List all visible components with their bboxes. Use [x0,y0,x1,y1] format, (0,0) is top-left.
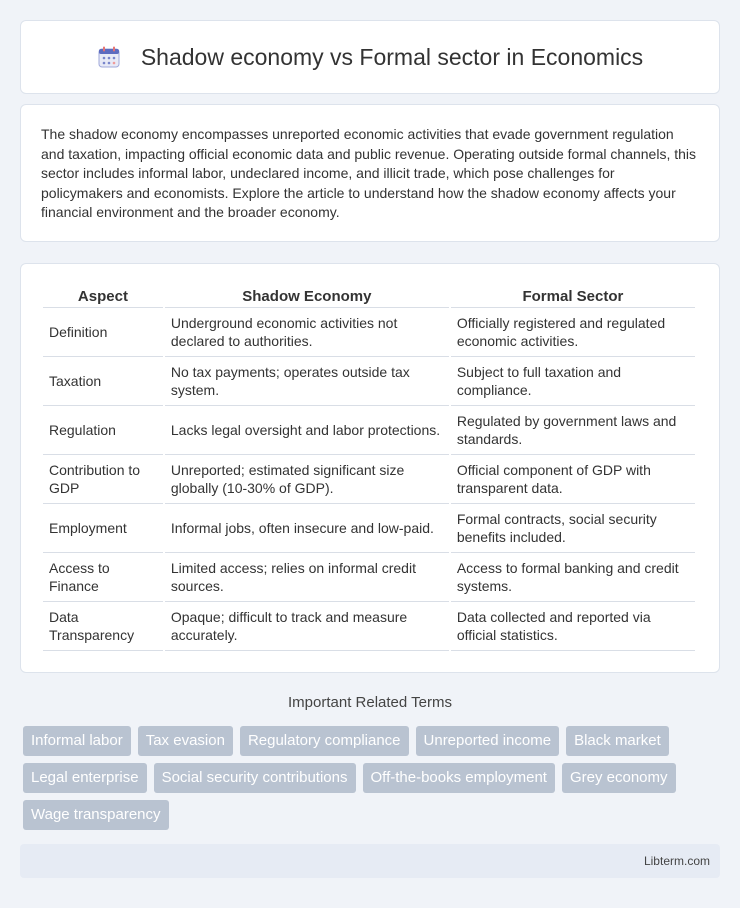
table-row [43,602,695,651]
formal-cell: Official component of GDP with transparent data. [451,455,695,504]
tag-unreported-income[interactable]: Unreported income [416,726,560,756]
header-card [20,20,720,94]
header-shadow-economy: Shadow Economy [165,284,449,308]
footer-site-link[interactable]: Libterm.com [643,854,710,868]
formal-cell: Data collected and reported via official statistics. [451,602,695,651]
shadow-cell: Limited access; relies on informal credit sources. [165,553,449,602]
aspect-cell: Data Transparency [43,602,163,651]
tag-regulatory-compliance[interactable]: Regulatory compliance [240,726,409,756]
table-row [43,406,695,455]
shadow-cell: Informal jobs, often insecure and low-paid. [165,504,449,553]
formal-cell: Formal contracts, social security benefits included. [451,504,695,553]
tag-tax-evasion[interactable]: Tax evasion [138,726,233,756]
tag-social-security-contributions[interactable]: Social security contributions [154,763,356,793]
table-row [43,455,695,504]
header-aspect: Aspect [43,284,163,308]
aspect-cell: Taxation [43,357,163,406]
table-row [43,504,695,553]
formal-cell: Subject to full taxation and compliance. [451,357,695,406]
shadow-cell: Underground economic activities not declared to authorities. [165,308,449,357]
tag-off-the-books-employment[interactable]: Off-the-books employment [363,763,555,793]
intro-card [20,104,720,242]
tag-legal-enterprise[interactable]: Legal enterprise [23,763,147,793]
table-row [43,308,695,357]
formal-cell: Regulated by government laws and standards. [451,406,695,455]
calendar-icon [97,45,121,69]
related-terms-title: Important Related Terms [288,694,452,711]
aspect-cell: Access to Finance [43,553,163,602]
aspect-cell: Definition [43,308,163,357]
tag-grey-economy[interactable]: Grey economy [562,763,676,793]
page-title: Shadow economy vs Formal sector in Economics [140,43,644,70]
footer [20,844,720,878]
related-terms-list [23,726,723,830]
aspect-cell: Contribution to GDP [43,455,163,504]
shadow-cell: Unreported; estimated significant size globally (10-30% of GDP). [165,455,449,504]
shadow-cell: Lacks legal oversight and labor protections. [165,406,449,455]
tag-wage-transparency[interactable]: Wage transparency [23,800,169,830]
intro-text: The shadow economy encompasses unreported economic activities that evade government regulation and taxation, impacting official economic data and public revenue. Operating outside formal channels, this sector includes informal labor, undeclared income, and illicit trade, which pose challenges for policymakers and economists. Explore the article to understand how the shadow economy affects your financial environment and the broader economy. [41,126,697,220]
aspect-cell: Regulation [43,406,163,455]
shadow-cell: No tax payments; operates outside tax system. [165,357,449,406]
formal-cell: Access to formal banking and credit systems. [451,553,695,602]
tag-black-market[interactable]: Black market [566,726,669,756]
table-row [43,357,695,406]
aspect-cell: Employment [43,504,163,553]
comparison-table [41,284,697,651]
tag-informal-labor[interactable]: Informal labor [23,726,131,756]
table-row [43,553,695,602]
formal-cell: Officially registered and regulated economic activities. [451,308,695,357]
table-header-row [43,284,695,308]
shadow-cell: Opaque; difficult to track and measure accurately. [165,602,449,651]
header-formal-sector: Formal Sector [451,284,695,308]
comparison-card [20,263,720,673]
